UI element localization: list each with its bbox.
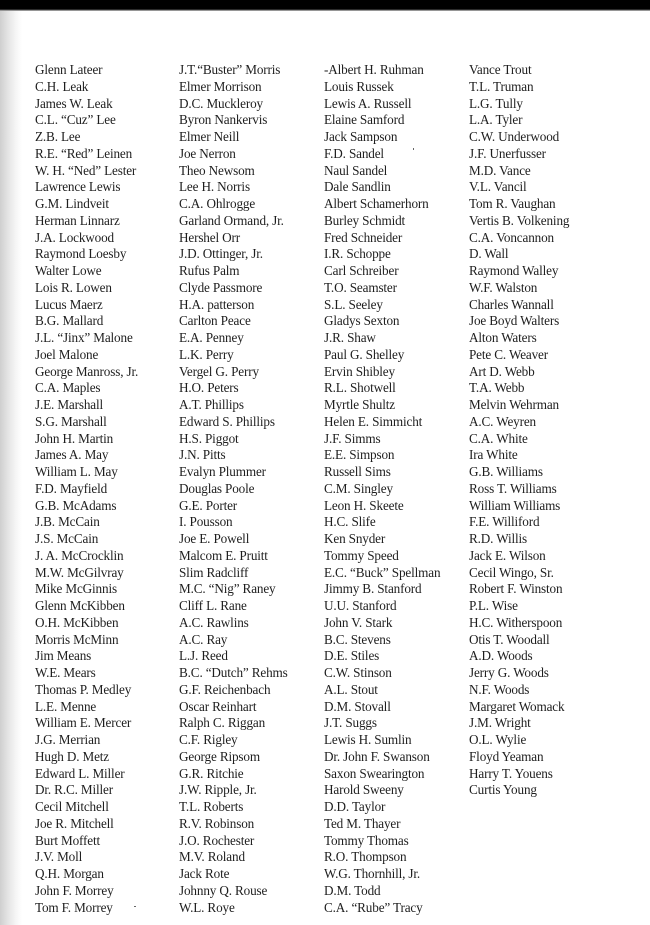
name-entry: R.V. Robinson [179,815,255,831]
name-entry: J.R. Shaw [324,330,376,345]
name-entry: Myrtle Shultz [324,397,395,412]
name-entry: J.D. Ottinger, Jr. [179,246,263,262]
name-entry: G.B. McAdams [35,497,117,513]
name-entry: Hershel Orr [179,229,240,245]
name-entry: L.E. Menne [35,698,97,714]
name-entry: Floyd Yeaman [469,748,544,764]
name-entry: James A. May [35,447,109,463]
name-entry: Oscar Reinhart [179,698,257,714]
name-entry: A.C. Ray [179,631,228,647]
name-entry: Edward L. Miller [35,765,125,781]
name-entry: L.J. Reed [179,648,228,664]
name-entry: J.V. Moll [35,849,83,865]
name-entry: John F. Morrey [35,882,114,898]
name-entry: Evalyn Plummer [179,464,266,479]
name-entry: Russell Sims [324,464,391,479]
name-column-1 [35,62,138,916]
name-entry: L.A. Tyler [469,112,523,128]
name-entry: Joe R. Mitchell [35,815,114,831]
name-entry: Tom R. Vaughan [469,196,556,211]
name-entry: Rufus Palm [179,263,240,278]
name-entry: Lee H. Norris [179,179,250,195]
name-entry: C.A. Voncannon [469,229,554,245]
name-entry: Charles Wannall [469,296,554,312]
name-entry: William E. Mercer [35,715,132,731]
name-entry: E.E. Simpson [324,447,395,463]
name-entry: Albert Schamerhorn [324,196,429,211]
name-entry: Lewis H. Sumlin [324,732,412,747]
name-entry: Lucus Maerz [35,296,103,312]
name-entry: Douglas Poole [179,480,255,496]
name-column-4 [469,62,569,799]
name-entry: Ira White [469,447,518,463]
name-entry: Thomas P. Medley [35,681,132,697]
name-entry: J.T. Suggs [324,715,377,731]
name-entry: Glenn McKibben [35,598,125,613]
name-entry: E.A. Penney [179,330,244,345]
name-entry: Malcom E. Pruitt [179,547,268,563]
name-entry: F.D. Sandel [324,145,384,161]
name-entry: J.T.“Buster” Morris [179,62,281,77]
name-entry: Slim Radcliff [179,564,249,580]
name-entry: H.C. Slife [324,514,376,530]
name-entry: E.C. “Buck” Spellman [324,564,441,580]
name-entry: M.W. McGilvray [35,564,124,580]
name-entry: T.L. Roberts [179,799,244,814]
name-entry: J.W. Ripple, Jr. [179,782,257,798]
name-entry: C.F. Rigley [179,732,238,747]
name-entry: C.A. “Rube” Tracy [324,899,423,915]
name-entry: C.A. Ohlrogge [179,196,256,211]
name-entry: John H. Martin [35,430,114,446]
name-entry: W.G. Thornhill, Jr. [324,866,421,881]
name-entry: C.A. White [469,430,528,446]
name-entry: S.L. Seeley [324,296,383,312]
name-entry: Dale Sandlin [324,179,391,195]
name-entry: Clyde Passmore [179,279,263,295]
name-entry: H.O. Peters [179,380,239,396]
name-entry: A.C. Weyren [469,413,536,429]
name-entry: L.K. Perry [179,346,234,362]
name-entry: Joel Malone [35,346,99,362]
name-entry: Ralph C. Riggan [179,715,266,731]
name-entry: U.U. Stanford [324,598,397,613]
name-entry: Elmer Neill [179,129,240,144]
name-entry: D.E. Stiles [324,648,380,664]
name-entry: F.D. Mayfield [35,480,108,496]
name-entry: O.H. McKibben [35,614,119,630]
name-entry: M.C. “Nig” Raney [179,581,276,597]
name-entry: M.V. Roland [179,849,245,865]
name-entry: Saxon Swearington [324,765,425,781]
name-entry: Jerry G. Woods [469,665,549,680]
name-entry: W.L. Roye [179,899,235,915]
name-entry: Vance Trout [469,62,532,77]
name-entry: F.E. Williford [469,514,540,530]
name-entry: Herman Linnarz [35,212,120,228]
name-entry: W. H. “Ned” Lester [35,162,137,178]
name-entry: D.C. Muckleroy [179,95,263,111]
name-entry: Vergel G. Perry [179,363,259,379]
name-entry: George Manross, Jr. [35,363,139,379]
name-entry: Ken Snyder [324,531,386,546]
name-entry: William L. May [35,464,118,479]
name-entry: G.R. Ritchie [179,765,244,781]
name-entry: Z.B. Lee [35,129,81,144]
name-entry: Pete C. Weaver [469,346,548,362]
name-entry: Morris McMinn [35,631,119,647]
name-entry: G.B. Williams [469,464,543,479]
name-entry: A.C. Rawlins [179,614,249,630]
name-entry: S.G. Marshall [35,413,107,429]
name-entry: A.L. Stout [324,681,378,697]
name-entry: O.L. Wylie [469,732,527,747]
name-entry: Fred Schneider [324,229,403,245]
name-entry: Ervin Shibley [324,363,395,379]
name-entry: B.G. Mallard [35,313,104,329]
name-entry: T.L. Truman [469,78,534,94]
name-entry: Gladys Sexton [324,313,400,329]
name-entry: R.O. Thompson [324,849,407,865]
name-entry: A.D. Woods [469,648,533,664]
name-entry: R.L. Shotwell [324,380,396,396]
name-entry: Burt Moffett [35,832,100,848]
name-entry: Tommy Speed [324,547,399,563]
name-entry: Walter Lowe [35,263,102,278]
name-entry: R.E. “Red” Leinen [35,145,133,161]
name-entry: Mike McGinnis [35,581,117,597]
name-entry: Glenn Lateer [35,62,103,77]
name-entry: Joe E. Powell [179,531,250,546]
name-entry: Hugh D. Metz [35,748,110,764]
name-entry: Raymond Loesby [35,246,127,262]
name-entry: V.L. Vancil [469,179,527,195]
name-entry: Byron Nankervis [179,112,268,128]
name-entry: Tom F. Morrey [35,899,113,915]
name-entry: J.E. Marshall [35,397,104,412]
name-entry: James W. Leak [35,95,113,111]
name-entry: Art D. Webb [469,363,535,379]
name-column-2 [179,62,288,916]
name-entry: G.F. Reichenbach [179,681,271,697]
name-entry: Johnny Q. Rouse [179,882,268,898]
name-entry: H.C. Witherspoon [469,614,563,630]
name-entry: Dr. John F. Swanson [324,748,430,764]
name-entry: Dr. R.C. Miller [35,782,113,798]
name-entry: Jimmy B. Stanford [324,581,422,597]
name-entry: W.E. Mears [35,665,96,680]
name-entry: Ted M. Thayer [324,815,401,831]
name-entry: Robert F. Winston [469,581,563,597]
name-entry: J.M. Wright [469,715,531,731]
name-entry: A.T. Phillips [179,397,244,412]
name-entry: Melvin Wehrman [469,397,559,412]
name-entry: T.A. Webb [469,380,525,396]
name-entry: J.G. Merrian [35,732,101,747]
name-entry: J.F. Simms [324,430,381,446]
name-entry: Curtis Young [469,782,537,798]
name-entry: J.L. “Jinx” Malone [35,330,133,345]
name-entry: Naul Sandel [324,162,388,178]
name-entry: Helen E. Simmicht [324,413,423,429]
name-entry: Lawrence Lewis [35,179,121,195]
name-entry: Garland Ormand, Jr. [179,212,284,228]
name-entry: William Williams [469,497,561,513]
name-entry: Carl Schreiber [324,263,399,278]
name-entry: C.L. “Cuz” Lee [35,112,116,128]
name-entry: L.G. Tully [469,95,523,111]
name-entry: Tommy Thomas [324,832,409,848]
name-entry: Jim Means [35,648,92,664]
name-entry: Paul G. Shelley [324,346,405,362]
name-entry: D. Wall [469,246,509,262]
name-entry: Margaret Womack [469,698,565,714]
name-entry: George Ripsom [179,748,260,764]
name-entry: J.F. Unerfusser [469,145,546,161]
name-entry: Alton Waters [469,330,537,345]
name-entry: B.C. “Dutch” Rehms [179,665,288,680]
name-entry: D.D. Taylor [324,799,386,814]
name-entry: Otis T. Woodall [469,631,550,647]
name-entry: I. Pousson [179,514,233,530]
name-entry: Jack Sampson [324,129,398,144]
name-entry: J.A. Lockwood [35,229,114,245]
name-entry: C.W. Stinson [324,665,392,680]
name-entry: H.S. Piggot [179,430,239,446]
name-entry: D.M. Stovall [324,698,391,714]
name-entry: W.F. Walston [469,279,538,295]
scan-speck [413,148,414,150]
name-entry: I.R. Schoppe [324,246,391,262]
name-entry: Ross T. Williams [469,480,557,496]
name-entry: Burley Schmidt [324,212,406,228]
name-entry: Elaine Samford [324,112,405,128]
name-entry: Harold Sweeny [324,782,404,798]
name-entry: G.M. Lindveit [35,196,109,211]
name-entry: Jack Rote [179,866,230,881]
name-entry: Raymond Walley [469,263,559,278]
name-entry: Cecil Mitchell [35,799,109,814]
name-entry: M.D. Vance [469,162,531,178]
name-column-3 [324,62,440,916]
name-entry: Harry T. Youens [469,765,553,781]
name-entry: T.O. Seamster [324,279,397,295]
name-entry: Lewis A. Russell [324,95,412,111]
name-entry: Leon H. Skeete [324,497,404,513]
name-entry: Cliff L. Rane [179,598,247,613]
name-entry: N.F. Woods [469,681,530,697]
name-entry: Elmer Morrison [179,78,262,94]
name-entry: -Albert H. Ruhman [324,62,424,77]
name-entry: C.M. Singley [324,480,393,496]
name-entry: J.B. McCain [35,514,100,530]
name-entry: Carlton Peace [179,313,251,329]
name-entry: D.M. Todd [324,882,381,898]
name-entry: John V. Stark [324,614,393,630]
name-entry: Cecil Wingo, Sr. [469,564,554,580]
name-entry: J.S. McCain [35,531,99,546]
name-entry: H.A. patterson [179,296,255,312]
name-entry: Louis Russek [324,78,394,94]
name-entry: G.E. Porter [179,497,238,513]
name-entry: J.N. Pitts [179,447,226,463]
scan-speck [134,906,136,907]
name-entry: Joe Boyd Walters [469,313,560,329]
name-entry: J.O. Rochester [179,832,255,848]
name-entry: C.A. Maples [35,380,101,396]
name-entry: Lois R. Lowen [35,279,112,295]
name-entry: Joe Nerron [179,145,236,161]
name-entry: R.D. Willis [469,531,528,546]
name-entry: P.L. Wise [469,598,518,613]
name-entry: C.W. Underwood [469,129,560,144]
name-entry: Vertis B. Volkening [469,212,570,228]
name-entry: J. A. McCrocklin [35,547,124,563]
name-entry: B.C. Stevens [324,631,391,647]
name-entry: Jack E. Wilson [469,547,546,563]
name-entry: Q.H. Morgan [35,866,104,881]
name-entry: Edward S. Phillips [179,413,275,429]
name-entry: C.H. Leak [35,78,89,94]
name-entry: Theo Newsom [179,162,255,178]
